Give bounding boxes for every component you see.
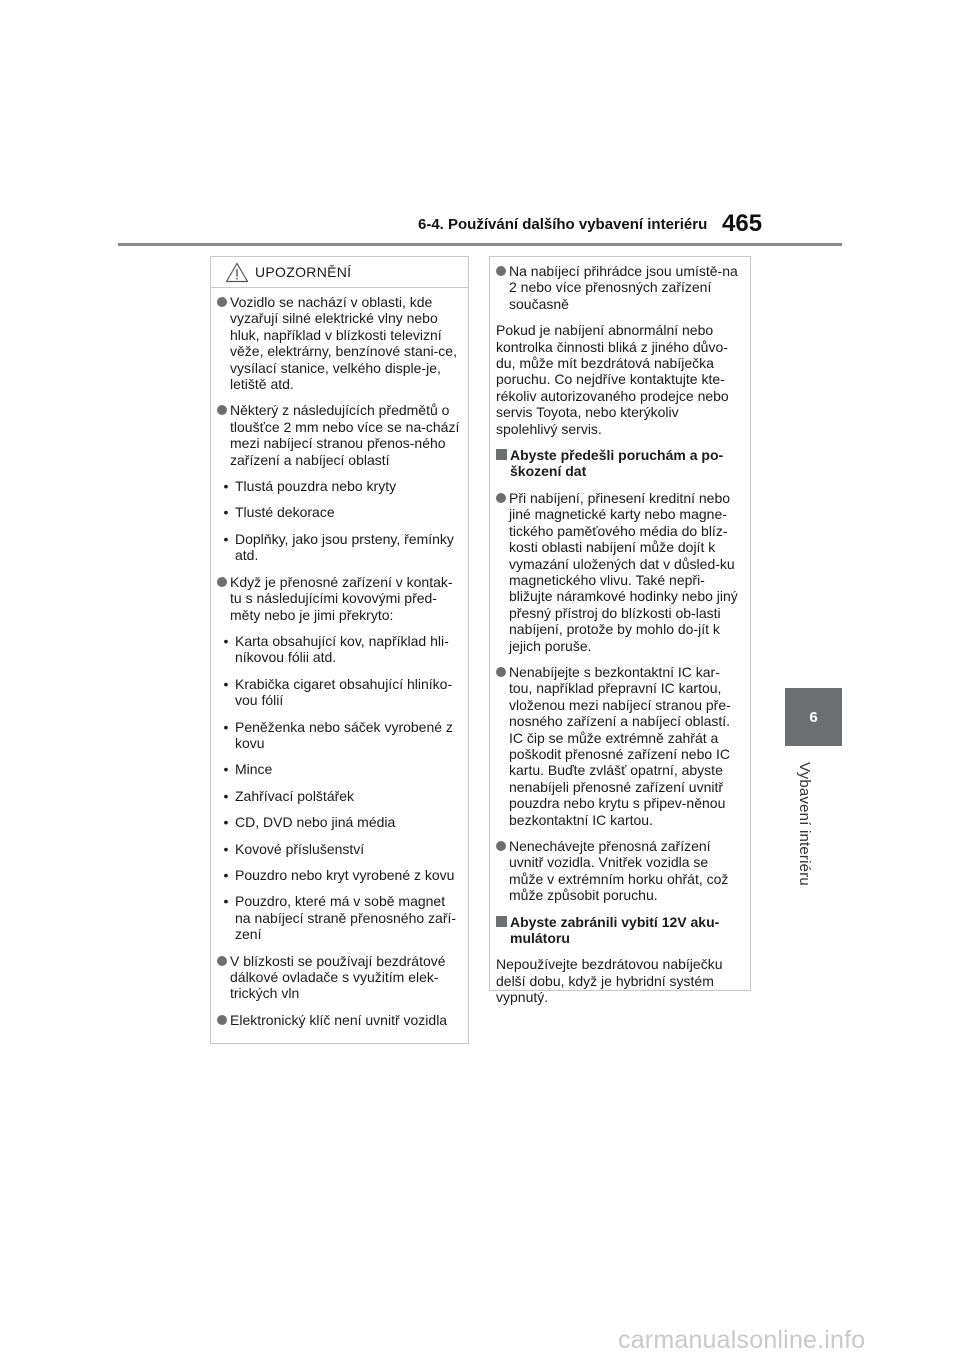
circle-bullet-icon [496, 493, 506, 503]
circle-bullet-item [496, 838, 742, 904]
item-text: Tlustá pouzdra nebo kryty [235, 478, 397, 495]
item-text: Peněženka nebo sáček vyrobené z kovu [235, 718, 453, 751]
dot-bullet-icon: • [223, 478, 229, 495]
item-text: Když je přenosné zařízení v kontak-tu s následujícími kovovými před-měty nebo je jimi překryto: [230, 573, 453, 623]
circle-bullet-item [217, 953, 460, 1002]
dot-bullet-icon: • [223, 675, 229, 692]
dot-bullet-icon: • [223, 787, 229, 804]
warning-box [210, 256, 469, 1044]
sub-bullet-item [217, 504, 460, 520]
paragraph [496, 322, 742, 437]
item-text: Zahřívací polštářek [235, 787, 355, 804]
item-text: Doplňky, jako jsou prsteny, řemínky atd. [235, 530, 454, 564]
item-text: Karta obsahující kov, například hli-níkovou fólii atd. [235, 632, 449, 666]
sub-bullet-item [217, 478, 460, 494]
circle-bullet-item [217, 402, 460, 468]
dot-bullet-icon: • [223, 814, 229, 831]
dot-bullet-icon: • [223, 866, 229, 883]
circle-bullet-icon [496, 266, 506, 276]
chapter-label: Vybavení interiéru [796, 762, 813, 886]
warning-triangle-icon [225, 262, 249, 283]
watermark: carmanualsonline.info [618, 1326, 866, 1354]
circle-bullet-icon [217, 956, 227, 966]
warning-list [211, 288, 468, 1028]
subheading [496, 447, 742, 480]
item-text: Pouzdro, které má v sobě magnet na nabíjecí straně přenosného zaří-zení [235, 893, 457, 943]
subheading-text: Abyste zabránili vybití 12V aku-mulátoru [510, 913, 720, 947]
dot-bullet-icon: • [223, 840, 229, 857]
info-box [489, 256, 751, 1006]
chapter-tab[interactable] [785, 688, 842, 746]
circle-bullet-icon [217, 297, 227, 307]
item-text: Elektronický klíč není uvnitř vozidla [230, 1011, 448, 1028]
paragraph-text: Pokud je nabíjení abnormální nebo kontrolka činnosti bliká z jiného důvo-du, může mít bezdrátová nabíječka poruchu. Co nejdříve kontaktujte kte-rékoliv autorizovaného prodejce nebo servis Toyota, nebo kterýkoliv spolehlivý servis. [496, 322, 729, 437]
item-text: Při nabíjení, přinesení kreditní nebo jiné magnetické karty nebo magne-tického paměťového média do blíz-kosti oblasti nabíjení může dojít k vymazání uložených dat v důsled-ku magnetického vlivu. Také nepři-bližujte náramkové hodinky nebo jiný přesný přístroj do blízkosti ob-lasti nabíjení, protože by mohlo do-jít k jejich poruše. [509, 489, 738, 654]
page-number: 465 [722, 210, 763, 237]
item-text: CD, DVD nebo jiná média [235, 814, 396, 831]
sub-bullet-item [217, 788, 460, 804]
dot-bullet-icon: • [223, 761, 229, 778]
sub-bullet-item [217, 719, 460, 752]
item-text: Nenechávejte přenosná zařízení uvnitř vozidla. Vnitřek vozidla se může v extrémním horku ohřát, což může způsobit poruchu. [509, 838, 729, 904]
item-text: Krabička cigaret obsahující hliníko-vou fólií [235, 675, 453, 709]
item-text: Některý z následujících předmětů o tloušťce 2 mm nebo více se na-chází mezi nabíjecí stranou přenos-ného zařízení a nabíjecí oblastí [230, 402, 460, 468]
sub-bullet-item [217, 893, 460, 942]
circle-bullet-icon [217, 577, 227, 587]
subheading [496, 914, 742, 947]
warning-header [211, 257, 468, 288]
circle-bullet-item [496, 664, 742, 828]
sub-bullet-item [217, 841, 460, 857]
circle-bullet-icon [217, 1015, 227, 1025]
circle-bullet-item [496, 490, 742, 654]
square-bullet-icon [496, 449, 507, 460]
circle-bullet-item [217, 1012, 460, 1028]
dot-bullet-icon: • [223, 530, 229, 547]
sub-bullet-item [217, 633, 460, 666]
header-divider [118, 243, 842, 246]
dot-bullet-icon: • [223, 504, 229, 521]
circle-bullet-icon [496, 841, 506, 851]
info-list [490, 257, 750, 1006]
sub-bullet-item [217, 814, 460, 830]
dot-bullet-icon: • [223, 893, 229, 910]
sub-bullet-item [217, 676, 460, 709]
item-text: Tlusté dekorace [235, 504, 335, 521]
square-bullet-icon [496, 916, 507, 927]
dot-bullet-icon: • [223, 632, 229, 649]
circle-bullet-item [217, 294, 460, 392]
item-text: Kovové příslušenství [235, 840, 365, 857]
sub-bullet-item [217, 867, 460, 883]
paragraph [496, 956, 742, 1005]
item-text: Pouzdro nebo kryt vyrobené z kovu [235, 866, 455, 883]
sub-bullet-item [217, 761, 460, 777]
subheading-text: Abyste předešli poruchám a po-škození dat [510, 447, 724, 480]
circle-bullet-icon [217, 405, 227, 415]
warning-title: UPOZORNĚNÍ [255, 264, 352, 280]
dot-bullet-icon: • [223, 718, 229, 735]
item-text: Vozidlo se nachází v oblasti, kde vyzařují silné elektrické vlny nebo hluk, například v blízkosti televizní věže, elektrárny, benzínové stani-ce, vysílací stanice, velkého disple-je, letiště atd. [230, 294, 457, 393]
chapter-number: 6 [809, 708, 818, 726]
item-text: V blízkosti se používají bezdrátové dálkové ovladače s využitím elek-trických vln [230, 952, 446, 1002]
circle-bullet-item [496, 263, 742, 312]
sub-bullet-item [217, 531, 460, 564]
item-text: Nenabíjejte s bezkontaktní IC kar-tou, například přepravní IC kartou, vloženou mezi nabíjecí stranou pře-nosného zařízení a nabíjecí oblastí. IC čip se může extrémně zahřát a poškodit přenosné zařízení nebo IC kartu. Buďte zvlášť opatrní, abyste nenabíjeli přenosné zařízení uvnitř pouzdra nebo krytu s připev-něnou bezkontaktní IC kartou. [509, 663, 731, 828]
item-text: Na nabíjecí přihrádce jsou umístě-na 2 nebo více přenosných zařízení současně [509, 263, 738, 312]
section-title: 6-4. Používání dalšího vybavení interiéru [418, 216, 708, 233]
circle-bullet-icon [496, 667, 506, 677]
circle-bullet-item [217, 574, 460, 623]
item-text: Mince [235, 761, 273, 778]
paragraph-text: Nepoužívejte bezdrátovou nabíječku delší dobu, když je hybridní systém vypnutý. [496, 956, 723, 1006]
